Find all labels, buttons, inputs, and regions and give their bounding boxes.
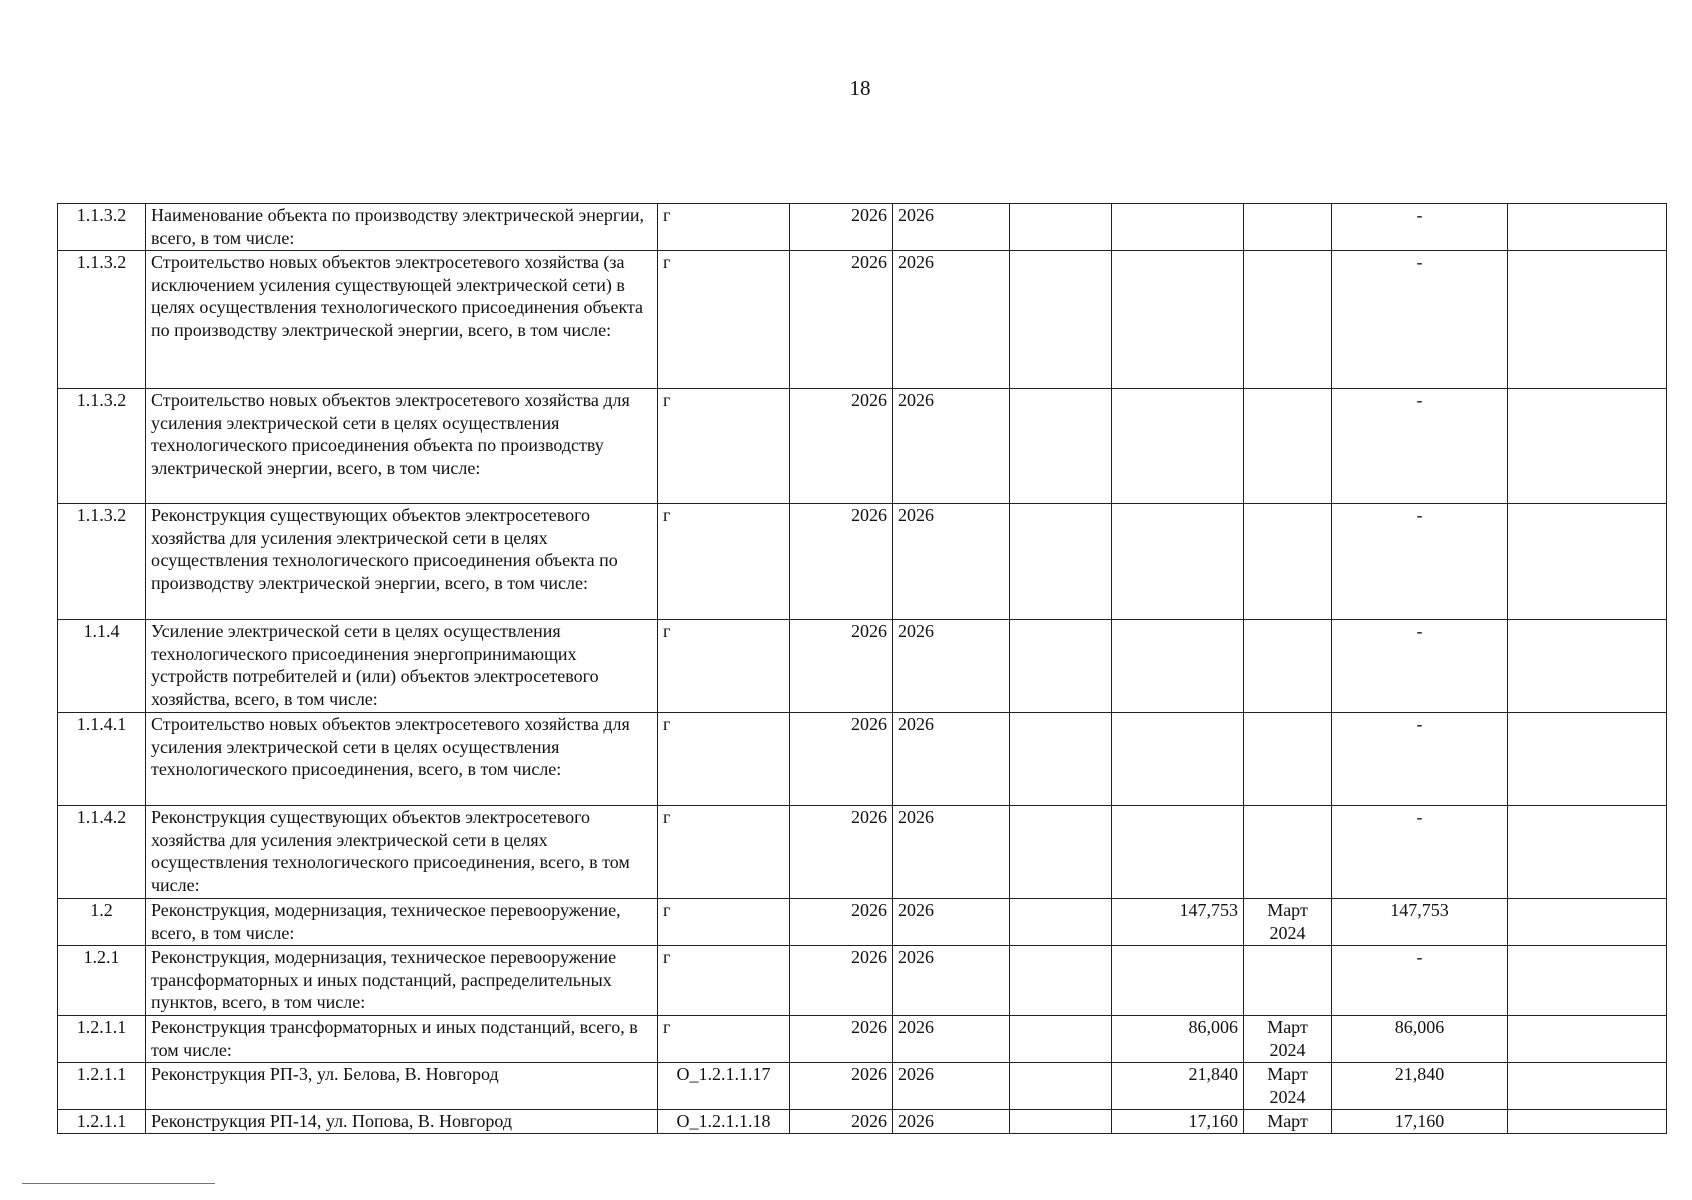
row-year-start: 2026 [790,1016,893,1063]
row-value [1112,204,1244,251]
row-number: 1.1.3.2 [58,204,146,251]
row-id: г [658,389,790,504]
row-year-start: 2026 [790,713,893,806]
row-id: г [658,620,790,713]
table-row [58,899,1667,946]
row-id: г [658,946,790,1016]
row-date [1244,713,1332,806]
row-total: 17,160 [1332,1110,1508,1134]
table-body [58,204,1667,1134]
row-year-start: 2026 [790,389,893,504]
row-total: 86,006 [1332,1016,1508,1063]
row-number: 1.2.1.1 [58,1063,146,1110]
row-year-start: 2026 [790,504,893,620]
row-name: Усиление электрической сети в целях осуществления технологического присоединения энергопринимающих устройств потребителей и (или) объектов электросетевого хозяйства, всего, в том числе: [146,620,658,713]
row-date: Март [1244,1110,1332,1134]
row-name: Реконструкция РП-3, ул. Белова, В. Новгород [146,1063,658,1110]
row-number: 1.1.3.2 [58,389,146,504]
row-total: - [1332,713,1508,806]
footer-rule [22,1183,215,1184]
row-id: г [658,251,790,389]
row-number: 1.1.4.1 [58,713,146,806]
row-year-end: 2026 [893,899,1010,946]
row-value [1112,946,1244,1016]
row-value [1112,620,1244,713]
row-id: г [658,204,790,251]
row-empty-cell [1010,204,1112,251]
table-row [58,389,1667,504]
row-name: Строительство новых объектов электросетевого хозяйства для усиления электрической сети в целях осуществления технологического присоединения объекта по производству электрической энергии, всего, в том числе: [146,389,658,504]
row-year-end: 2026 [893,946,1010,1016]
table-row [58,1016,1667,1063]
row-value [1112,806,1244,899]
table-row [58,620,1667,713]
row-id: г [658,504,790,620]
row-total: - [1332,946,1508,1016]
row-number: 1.1.4.2 [58,806,146,899]
row-year-end: 2026 [893,504,1010,620]
row-value: 147,753 [1112,899,1244,946]
table-row [58,204,1667,251]
row-empty-cell [1508,1063,1667,1110]
row-empty-cell [1010,899,1112,946]
row-value: 21,840 [1112,1063,1244,1110]
row-date [1244,251,1332,389]
row-date: Март 2024 [1244,1063,1332,1110]
row-empty-cell [1508,899,1667,946]
row-value [1112,504,1244,620]
row-value [1112,251,1244,389]
row-id: O_1.2.1.1.17 [658,1063,790,1110]
row-empty-cell [1508,1110,1667,1134]
row-number: 1.2.1 [58,946,146,1016]
row-empty-cell [1010,713,1112,806]
row-empty-cell [1508,251,1667,389]
row-empty-cell [1010,251,1112,389]
row-empty-cell [1508,389,1667,504]
row-total: - [1332,806,1508,899]
table-row [58,1063,1667,1110]
row-id: г [658,713,790,806]
table-row [58,504,1667,620]
row-empty-cell [1508,204,1667,251]
row-number: 1.1.3.2 [58,251,146,389]
row-empty-cell [1508,620,1667,713]
row-year-end: 2026 [893,389,1010,504]
row-year-start: 2026 [790,620,893,713]
row-date [1244,620,1332,713]
row-empty-cell [1010,806,1112,899]
row-name: Реконструкция существующих объектов электросетевого хозяйства для усиления электрической сети в целях осуществления технологического присоединения, всего, в том числе: [146,806,658,899]
row-year-start: 2026 [790,251,893,389]
row-total: 21,840 [1332,1063,1508,1110]
row-empty-cell [1010,1110,1112,1134]
row-empty-cell [1010,1016,1112,1063]
row-total: - [1332,504,1508,620]
row-date: Март 2024 [1244,1016,1332,1063]
row-total: - [1332,389,1508,504]
row-name: Наименование объекта по производству электрической энергии, всего, в том числе: [146,204,658,251]
row-total: - [1332,204,1508,251]
row-year-end: 2026 [893,251,1010,389]
row-total: - [1332,620,1508,713]
row-number: 1.1.3.2 [58,504,146,620]
row-name: Реконструкция РП-14, ул. Попова, В. Новгород [146,1110,658,1134]
row-name: Реконструкция существующих объектов электросетевого хозяйства для усиления электрической сети в целях осуществления технологического присоединения объекта по производству электрической энергии, всего, в том числе: [146,504,658,620]
row-empty-cell [1508,504,1667,620]
row-id: г [658,899,790,946]
row-number: 1.2 [58,899,146,946]
row-value: 17,160 [1112,1110,1244,1134]
row-number: 1.1.4 [58,620,146,713]
row-name: Строительство новых объектов электросетевого хозяйства (за исключением усиления существующей электрической сети) в целях осуществления технологического присоединения объекта по производству электрической энергии, всего, в том числе: [146,251,658,389]
row-name: Реконструкция трансформаторных и иных подстанций, всего, в том числе: [146,1016,658,1063]
row-date [1244,204,1332,251]
row-year-end: 2026 [893,620,1010,713]
table-row [58,806,1667,899]
page-number: 18 [849,76,871,100]
row-value [1112,713,1244,806]
row-year-end: 2026 [893,1110,1010,1134]
investment-program-table [57,203,1667,1134]
table-row [58,946,1667,1016]
row-date [1244,946,1332,1016]
row-id: O_1.2.1.1.18 [658,1110,790,1134]
row-year-start: 2026 [790,204,893,251]
row-empty-cell [1508,713,1667,806]
row-date [1244,504,1332,620]
row-date [1244,389,1332,504]
row-empty-cell [1010,389,1112,504]
row-year-end: 2026 [893,1016,1010,1063]
row-date: Март 2024 [1244,899,1332,946]
row-year-end: 2026 [893,806,1010,899]
row-id: г [658,1016,790,1063]
row-total: - [1332,251,1508,389]
row-empty-cell [1508,1016,1667,1063]
table-row [58,713,1667,806]
row-year-end: 2026 [893,204,1010,251]
row-year-end: 2026 [893,1063,1010,1110]
row-empty-cell [1010,946,1112,1016]
row-name: Реконструкция, модернизация, техническое перевооружение, всего, в том числе: [146,899,658,946]
row-empty-cell [1010,504,1112,620]
table-row [58,251,1667,389]
row-empty-cell [1508,946,1667,1016]
row-year-start: 2026 [790,1110,893,1134]
row-number: 1.2.1.1 [58,1016,146,1063]
row-year-start: 2026 [790,806,893,899]
row-year-start: 2026 [790,946,893,1016]
row-value: 86,006 [1112,1016,1244,1063]
row-number: 1.2.1.1 [58,1110,146,1134]
table-row [58,1110,1667,1134]
row-total: 147,753 [1332,899,1508,946]
row-name: Строительство новых объектов электросетевого хозяйства для усиления электрической сети в целях осуществления технологического присоединения, всего, в том числе: [146,713,658,806]
row-year-start: 2026 [790,1063,893,1110]
row-year-end: 2026 [893,713,1010,806]
row-id: г [658,806,790,899]
row-empty-cell [1508,806,1667,899]
row-name: Реконструкция, модернизация, техническое перевооружение трансформаторных и иных подстанций, распределительных пунктов, всего, в том числе: [146,946,658,1016]
row-year-start: 2026 [790,899,893,946]
row-empty-cell [1010,620,1112,713]
row-value [1112,389,1244,504]
row-empty-cell [1010,1063,1112,1110]
row-date [1244,806,1332,899]
